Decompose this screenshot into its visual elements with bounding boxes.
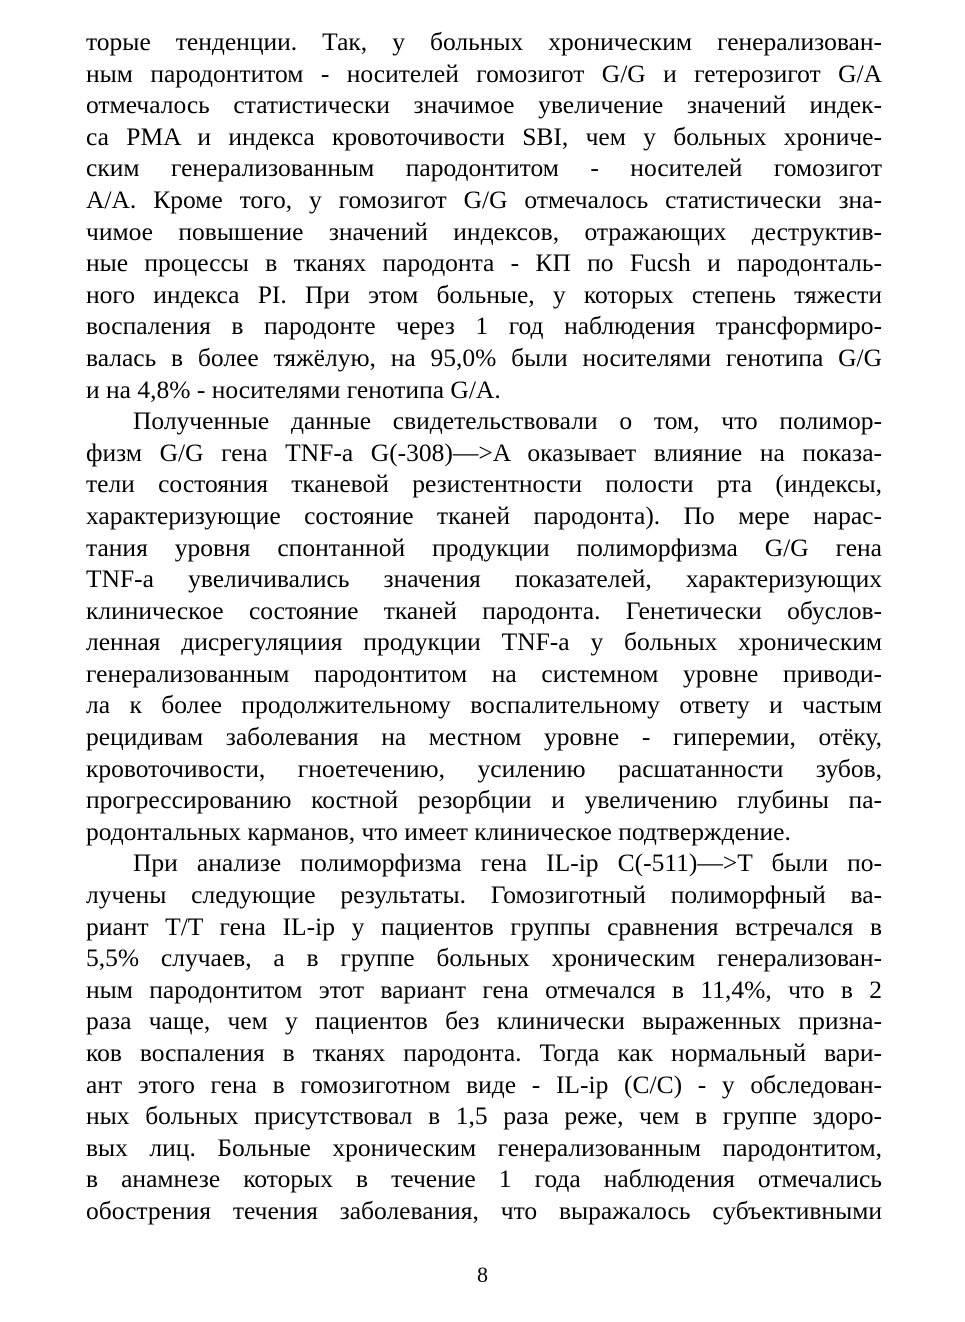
- body-text: [86, 26, 882, 1227]
- text-line: A/A. Кроме того, у гомозигот G/G отмечалось статистически зна-: [86, 184, 882, 214]
- text-line: клиническое состояние тканей пародонта. Генетически обуслов-: [86, 595, 882, 625]
- text-line: ков воспаления в тканях пародонта. Тогда как нормальный вари-: [86, 1038, 882, 1067]
- text-line: родонтальных карманов, что имеет клиническое подтверждение.: [86, 816, 791, 846]
- text-line: TNF-a увеличивались значения показателей, характеризующих: [86, 564, 882, 594]
- text-line: вых лиц. Больные хроническим генерализованным пародонтитом,: [86, 1132, 882, 1162]
- text-line: тели состояния тканевой резистентности полости рта (индексы,: [86, 469, 882, 499]
- text-line: генерализованным пародонтитом на системном уровне приводи-: [86, 658, 882, 688]
- text-line: обострения течения заболевания, что выражалось субъективными: [86, 1195, 882, 1225]
- text-line: ных больных присутствовал в 1,5 раза реже, чем в группе здоро-: [86, 1101, 882, 1131]
- page-number: 8: [477, 1262, 488, 1287]
- text-line: ленная дисрегуляциия продукции TNF-a у больных хроническим: [86, 627, 882, 657]
- paragraph: [86, 405, 882, 847]
- text-line: 5,5% случаев, а в группе больных хроническим генерализован-: [86, 943, 882, 973]
- text-line: рецидивам заболевания на местном уровне - гиперемии, отёку,: [86, 722, 882, 752]
- text-line: ским генерализованным пародонтитом - носителей гомозигот: [86, 153, 882, 183]
- text-line: ант этого гена в гомозиготном виде - IL-ip (C/C) - у обследован-: [86, 1069, 882, 1099]
- text-line: ным пародонтитом - носителей гомозигот G/G и гетерозигот G/A: [86, 58, 882, 88]
- text-line: Полученные данные свидетельствовали о том, что полимор-: [133, 406, 882, 436]
- text-line: При анализе полиморфизма гена IL-ip C(-511)—>T были по-: [133, 848, 882, 878]
- text-line: ным пародонтитом этот вариант гена отмечался в 11,4%, что в 2: [86, 974, 882, 1004]
- text-line: ного индекса PI. При этом больные, у которых степень тяжести: [86, 279, 882, 309]
- text-line: лучены следующие результаты. Гомозиготный полиморфный ва-: [86, 880, 882, 910]
- text-line: са PMA и индекса кровоточивости SBI, чем у больных хрониче-: [86, 121, 882, 151]
- text-line: ла к более продолжительному воспалительному ответу и частым: [86, 690, 882, 720]
- text-line: тания уровня спонтанной продукции полиморфизма G/G гена: [86, 532, 882, 562]
- text-line: чимое повышение значений индексов, отражающих деструктив-: [86, 216, 882, 246]
- text-line: кровоточивости, гноетечению, усилению расшатанности зубов,: [86, 753, 882, 783]
- text-line: раза чаще, чем у пациентов без клинически выраженных призна-: [86, 1006, 882, 1036]
- text-line: в анамнезе которых в течение 1 года наблюдения отмечались: [86, 1164, 882, 1194]
- text-line: и на 4,8% - носителями генотипа G/A.: [86, 374, 501, 404]
- text-line: риант T/T гена IL-ip у пациентов группы сравнения встречался в: [86, 911, 882, 941]
- paragraph: [86, 847, 882, 1226]
- text-line: торые тенденции. Так, у больных хроническим генерализован-: [86, 27, 882, 56]
- text-line: прогрессированию костной резорбции и увеличению глубины па-: [86, 785, 882, 815]
- text-line: физм G/G гена TNF-a G(-308)—>A оказывает влияние на показа-: [86, 437, 882, 467]
- text-line: характеризующие состояние тканей пародонта). По мере нарас-: [86, 500, 882, 530]
- text-line: отмечалось статистически значимое увеличение значений индек-: [86, 90, 882, 120]
- text-line: воспаления в пародонте через 1 год наблюдения трансформиро-: [86, 311, 882, 341]
- paragraph: [86, 26, 882, 405]
- text-line: ные процессы в тканях пародонта - КП по Fucsh и пародонталь-: [86, 248, 882, 278]
- text-line: валась в более тяжёлую, на 95,0% были носителями генотипа G/G: [86, 342, 882, 372]
